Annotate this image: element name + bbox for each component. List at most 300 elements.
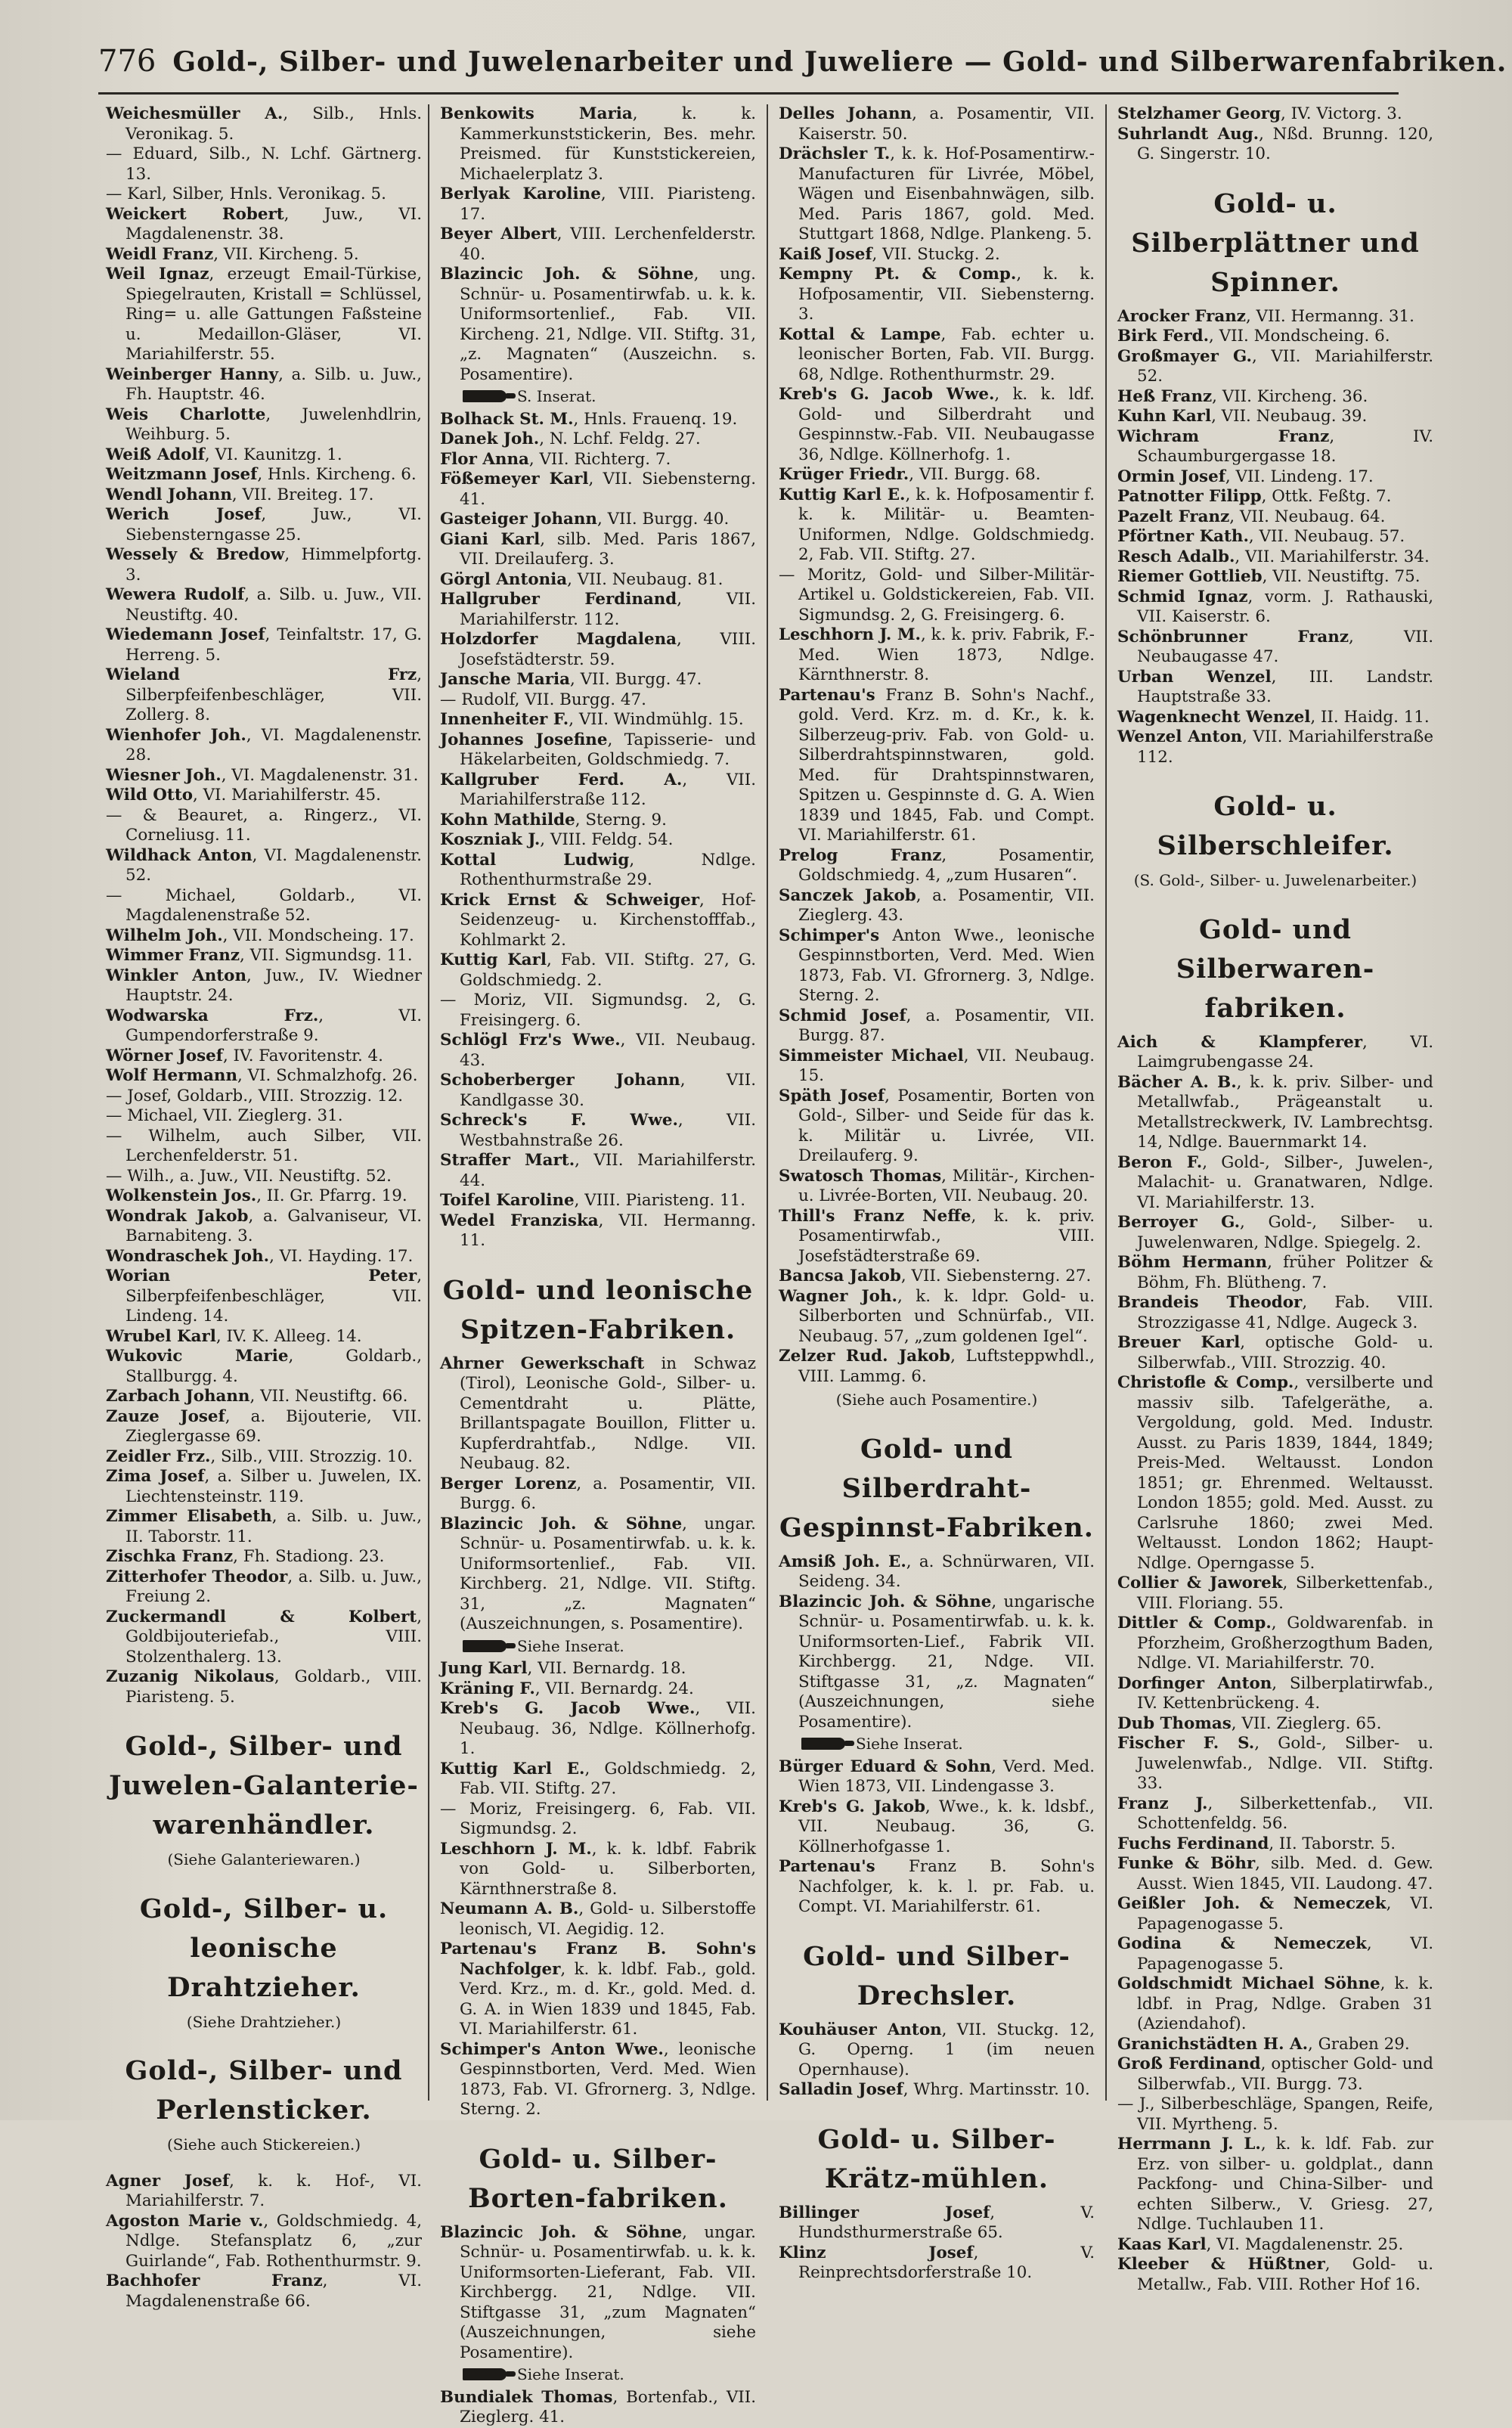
entry-name: Leschhorn J. M.	[779, 625, 921, 644]
entry-name: Wrubel Karl	[106, 1326, 216, 1346]
entry-name: Collier & Jaworek	[1117, 1574, 1283, 1592]
directory-entry	[106, 1507, 422, 1547]
directory-entry	[1117, 467, 1433, 488]
entry-name: Zitterhofer Theodor	[106, 1567, 288, 1586]
directory-entry	[440, 1899, 756, 1940]
entry-name: Kohn Mathilde	[440, 810, 575, 829]
entry-details: , VII. Siebensterng. 41.	[460, 470, 756, 509]
directory-entry	[1117, 527, 1433, 547]
entry-details: , Tapisserie- und Häkelarbeiten, Goldschmiedg. 7.	[460, 730, 756, 769]
entry-details: , Fab. VII. Stiftg. 27, G. Goldschmiedg. 2.	[460, 950, 756, 990]
entry-details: , VII. Neubaug. 64.	[1229, 507, 1386, 526]
entry-details: , früher Politzer & Böhm, Fh. Blütheng. 7.	[1137, 1253, 1434, 1292]
entry-name: Kempny Pt. & Comp.	[779, 265, 1017, 284]
directory-entry	[779, 1207, 1095, 1267]
entry-name: Kuhn Karl	[1117, 407, 1212, 426]
entry-details: , VII. Mariahilferstr. 34.	[1235, 547, 1430, 566]
directory-entry	[1117, 1574, 1433, 1614]
entry-name: Kräning F.	[440, 1679, 535, 1698]
directory-entry	[1117, 507, 1433, 528]
directory-entry	[106, 2271, 422, 2312]
entry-details: , k. k. ldbf. Fabrik von Gold- u. Silberborten, Kärnthnerstraße 8.	[460, 1839, 756, 1899]
entry-details: , Whrg. Martinsstr. 10.	[903, 2080, 1090, 2099]
inserat-note	[463, 1636, 756, 1657]
directory-entry	[106, 445, 422, 466]
directory-entry	[440, 2040, 756, 2120]
pointing-hand-icon	[463, 2368, 507, 2380]
directory-entry	[1117, 1073, 1433, 1153]
entry-name: Holzdorfer Magdalena	[440, 630, 677, 649]
directory-entry	[1117, 1894, 1433, 1934]
entry-name: Amsiß Joh. E.	[779, 1552, 906, 1571]
directory-entry	[440, 1111, 756, 1151]
directory-entry	[779, 1287, 1095, 1347]
entry-details: , IV. Schaumburgergasse 18.	[1137, 426, 1434, 466]
entry-details: , Goldarb., VIII. Piaristeng. 5.	[125, 1667, 422, 1707]
entry-name: Groß Ferdinand	[1117, 2054, 1261, 2073]
directory-entry	[106, 1087, 422, 1107]
inserat-label: Siehe Inserat.	[517, 2365, 624, 2383]
directory-entry	[1117, 668, 1433, 708]
pointing-hand-icon	[463, 390, 507, 402]
entry-details: — Wilhelm, auch Silber, VII. Lerchenfelderstr. 51.	[106, 1126, 422, 1165]
entry-details: , k. k. ldf. Fab. zur Erz. von silber- u. goldplat., dann Packfong- und China-Silber- und echten Silberw., V. Griesg. 27, Ndlge. Tuchlauben 11.	[1137, 2135, 1433, 2234]
directory-entry	[779, 1167, 1095, 1207]
entry-name: Berlyak Karoline	[440, 185, 601, 203]
entry-details: , Silberkettenfab., VII. Schottenfeldg. 56.	[1137, 1794, 1433, 1833]
entry-name: Wondraschek Joh.	[106, 1246, 270, 1266]
directory-entry	[106, 1267, 422, 1327]
entry-name: Wukovic Marie	[106, 1347, 289, 1366]
entry-details: , VII. Kircheng. 36.	[1212, 386, 1368, 406]
entry-details: , a. Silb. u. Juw., II. Taborstr. 11.	[125, 1507, 422, 1546]
entry-details: , k. k. ldbf. in Prag, Ndlge. Graben 31 (Aziendahof).	[1137, 1974, 1433, 2033]
entry-details: , VII. Sigmundsg. 11.	[240, 946, 413, 965]
directory-entry	[106, 1167, 422, 1187]
entry-details: , k. k. priv. Posamentirwfab., VIII. Josefstädterstraße 69.	[798, 1206, 1095, 1266]
directory-entry	[106, 1186, 422, 1207]
entry-details: , Silberpfeifenbeschläger, VII. Zollerg. 8.	[125, 665, 422, 724]
directory-entry	[779, 1006, 1095, 1047]
directory-entry	[440, 1354, 756, 1474]
entry-name: Wenzel Anton	[1117, 727, 1243, 746]
entry-name: Innenheiter F.	[440, 710, 569, 729]
cross-reference: (Siehe auch Posamentire.)	[835, 1391, 1038, 1409]
cross-reference: (Siehe Galanteriewaren.)	[167, 1850, 361, 1868]
entry-details: , Teinfaltstr. 17, G. Herreng. 5.	[125, 625, 422, 665]
entry-details: , silb. Med. Paris 1867, VII. Dreilauferg. 3.	[460, 529, 756, 569]
directory-entry	[779, 1087, 1095, 1167]
entry-name: Böhm Hermann	[1117, 1253, 1268, 1272]
entry-name: Urban Wenzel	[1117, 667, 1272, 687]
entry-name: Beyer Albert	[440, 225, 557, 243]
entry-details: , VII. Windmühlg. 15.	[569, 710, 744, 729]
directory-entry	[779, 325, 1095, 386]
entry-name: Kallgruber Ferd. A.	[440, 770, 683, 789]
section-heading: Gold-, Silber- u. leonische Drahtzieher.	[139, 1893, 389, 2003]
entry-details: — Moritz, Gold- und Silber-Militär-Artikel u. Goldstickereien, Fab. VII. Sigmundsg. 2, G. Freisingerg. 6.	[779, 565, 1095, 625]
entry-name: Bancsa Jakob	[779, 1267, 901, 1285]
entry-name: Flor Anna	[440, 449, 529, 469]
directory-entry	[779, 686, 1095, 846]
entry-details: , Fab. echter u. leonischer Borten, Fab. VII. Burgg. 68, Ndlge. Rothenthurmstr. 29.	[798, 324, 1095, 384]
entry-details: , VI. Hayding. 17.	[269, 1246, 414, 1266]
entry-name: Werich Josef	[106, 505, 262, 524]
directory-entry	[440, 530, 756, 570]
entry-details: , k. k. Hofposamentir f. k. k. Militär- u. Beamten-Uniformen, Ndlge. Goldschmiedg. 2, Fab. VII. Stiftg. 27.	[798, 485, 1095, 564]
entry-name: Späth Josef	[779, 1086, 885, 1105]
entry-details: , Ndlge. Rothenthurmstraße 29.	[460, 850, 756, 889]
entry-details: , VII. Hermanng. 11.	[460, 1211, 756, 1250]
entry-details: , VII. Neubaug. 15.	[798, 1046, 1095, 1085]
directory-entry	[440, 710, 756, 730]
inserat-label: Siehe Inserat.	[856, 1735, 963, 1753]
entry-name: Kaas Karl	[1117, 2234, 1207, 2254]
directory-entry	[779, 1797, 1095, 1858]
entry-name: Kreb's G. Jakob	[779, 1797, 925, 1816]
directory-entry	[779, 2243, 1095, 2284]
entry-details: , VIII. Josefstädterstr. 59.	[460, 630, 756, 669]
directory-entry	[440, 851, 756, 891]
entry-details: , a. Schnürwaren, VII. Seideng. 34.	[798, 1552, 1095, 1591]
entry-details: , VII. Mariahilferstr. 52.	[1137, 346, 1433, 386]
directory-entry	[106, 766, 422, 786]
entry-name: Kreb's G. Jacob Wwe.	[779, 385, 995, 404]
entry-details: — Eduard, Silb., N. Lchf. Gärtnerg. 13.	[106, 144, 422, 184]
entry-details: , IV. Victorg. 3.	[1280, 104, 1402, 123]
entry-name: Zimmer Elisabeth	[106, 1507, 272, 1526]
page-title: Gold-, Silber- und Juwelenarbeiter und Juweliere — Gold- und Silberwarenfabriken.	[172, 46, 1507, 78]
directory-entry	[440, 510, 756, 530]
entry-name: Funke & Böhr	[1117, 1854, 1256, 1873]
entry-name: Jansche Maria	[440, 670, 571, 689]
entry-details: , VII. Stuckg. 12, G. Operng. 1 (im neuen Opernhause).	[798, 2020, 1095, 2079]
directory-entry	[106, 405, 422, 445]
directory-entry	[1117, 307, 1433, 327]
directory-entry	[440, 1940, 756, 2040]
directory-entry	[106, 205, 422, 245]
directory-entry	[106, 2172, 422, 2212]
directory-entry	[106, 245, 422, 265]
inserat-note	[463, 2364, 756, 2385]
entry-details: , VI. Magdalenenstr. 31.	[221, 765, 419, 785]
entry-details: , VII. Hermanng. 31.	[1245, 306, 1414, 326]
entry-name: Johannes Josefine	[440, 730, 608, 749]
entry-details: , III. Landstr. Hauptstraße 33.	[1137, 667, 1433, 706]
directory-entry	[1117, 1734, 1433, 1794]
directory-entry	[779, 1757, 1095, 1797]
directory-entry	[779, 1347, 1095, 1387]
entry-details: , VI. Schmalzhofg. 26.	[237, 1066, 418, 1085]
section-heading: Gold- u. Silberplättner und Spinner.	[1131, 188, 1420, 298]
directory-entry	[1117, 1614, 1433, 1674]
entry-name: Drächsler T.	[779, 144, 891, 163]
entry-details: , Goldschmiedg. 2, Fab. VII. Stiftg. 27.	[460, 1759, 756, 1798]
entry-name: Weiß Adolf	[106, 445, 205, 464]
directory-entry	[440, 1031, 756, 1071]
directory-entry	[440, 950, 756, 991]
entry-details: — Rudolf, VII. Burgg. 47.	[440, 690, 646, 709]
directory-entry	[779, 1267, 1095, 1287]
entry-name: Riemer Gottlieb	[1117, 567, 1263, 586]
directory-entry	[440, 2223, 756, 2364]
entry-details: — Moriz, Freisingerg. 6, Fab. VII. Sigmundsg. 2.	[440, 1799, 756, 1838]
directory-entry	[779, 846, 1095, 886]
entry-name: Weichesmüller A.	[106, 104, 284, 123]
entry-name: Wörner Josef	[106, 1046, 223, 1065]
directory-entry	[106, 144, 422, 185]
entry-name: Delles Johann	[779, 104, 912, 123]
entry-name: Schmid Ignaz	[1117, 587, 1248, 606]
directory-entry	[1117, 104, 1433, 125]
directory-entry	[1117, 1153, 1433, 1214]
entry-name: Straffer Mart.	[440, 1151, 575, 1170]
directory-entry	[1117, 487, 1433, 507]
entry-name: Weitzmann Josef	[106, 465, 258, 484]
entry-name: Agoston Marie v.	[106, 2211, 264, 2231]
entry-name: Wendl Johann	[106, 485, 232, 504]
entry-name: Fuchs Ferdinand	[1117, 1834, 1269, 1853]
entry-name: Danek Joh.	[440, 429, 540, 448]
directory-entry	[779, 385, 1095, 465]
directory-entry	[1117, 588, 1433, 628]
entry-details: , Goldarb., Stallburgg. 4.	[125, 1347, 422, 1386]
entry-name: Schlögl Frz's Wwe.	[440, 1031, 621, 1050]
entry-details: , Sterng. 9.	[575, 810, 667, 829]
entry-details: , Silberplatirwfab., IV. Kettenbrückeng. 4.	[1137, 1673, 1433, 1713]
entry-name: Dorfinger Anton	[1117, 1673, 1272, 1693]
entry-name: Wild Otto	[106, 786, 193, 805]
column-2	[440, 104, 757, 2426]
directory-entry	[1117, 1854, 1433, 1894]
entry-details: , VI. Magdalenenstr. 28.	[125, 725, 422, 764]
directory-entry	[1117, 2054, 1433, 2095]
entry-name: Kouhäuser Anton	[779, 2020, 942, 2039]
entry-name: Bolhack St. M.	[440, 409, 574, 429]
entry-name: Berroyer G.	[1117, 1213, 1241, 1232]
entry-name: Granichstädten H. A.	[1117, 2034, 1309, 2054]
entry-details: , VII. Stuckg. 2.	[872, 244, 1000, 264]
directory-entry	[1117, 547, 1433, 568]
entry-details: , silb. Med. d. Gew. Ausst. Wien 1845, VII. Laudong. 47.	[1137, 1854, 1433, 1893]
directory-entry	[1117, 2235, 1433, 2256]
entry-name: Wildhack Anton	[106, 845, 253, 865]
directory-entry	[106, 625, 422, 665]
directory-entry	[440, 2388, 756, 2428]
pointing-hand-icon	[801, 1738, 845, 1750]
entry-details: , ung. Schnür- u. Posamentirwfab. u. k. k. Uniformsortenlief., Fab. VII. Kircheng. 21, Ndlge. VII. Stiftg. 31, „z. Magnaten“ (Auszeichn. s. Posamentire).	[460, 265, 756, 384]
directory-entry	[440, 1679, 756, 1700]
entry-name: Wichram Franz	[1117, 426, 1330, 446]
directory-entry	[106, 1327, 422, 1347]
directory-entry	[1117, 1974, 1433, 2035]
entry-details: , Goldschmiedg. 4, Ndlge. Stefansplatz 6, „zur Guirlande“, Fab. Rothenthurmstr. 9.	[125, 2211, 422, 2271]
directory-entry	[1117, 407, 1433, 427]
entry-details: , VII. Burgg. 68.	[909, 465, 1041, 484]
cross-reference: (Siehe Drahtzieher.)	[186, 2012, 342, 2031]
entry-details: , VII. Mariahilferstraße 112.	[460, 770, 757, 809]
entry-name: Winkler Anton	[106, 966, 246, 985]
directory-entry	[779, 886, 1095, 926]
entry-details: , a. Posamentir, VII. Kaiserstr. 50.	[798, 104, 1095, 144]
entry-details: , a. Silb. u. Juw., VII. Neustiftg. 40.	[125, 585, 422, 625]
directory-entry	[1117, 1333, 1433, 1373]
entry-details: , Ottk. Feßtg. 7.	[1261, 487, 1392, 506]
entry-name: Pförtner Kath.	[1117, 527, 1249, 546]
entry-name: Krüger Friedr.	[779, 465, 909, 484]
entry-details: , a. Galvaniseur, VI. Barnabiteng. 3.	[125, 1206, 423, 1245]
entry-name: Leschhorn J. M.	[440, 1839, 592, 1859]
entry-name: Neumann A. B.	[440, 1899, 579, 1918]
directory-entry	[106, 1347, 422, 1387]
section-heading: Gold- und Silber-Drechsler.	[803, 1940, 1070, 2011]
directory-entry	[106, 265, 422, 365]
entry-details: , VII. Richterg. 7.	[528, 449, 671, 469]
directory-entry	[106, 926, 422, 947]
entry-details: , Silb., Hnls. Veronikag. 5.	[125, 104, 422, 144]
directory-entry	[106, 1207, 422, 1247]
directory-entry	[779, 265, 1095, 325]
entry-name: Kuttig Karl E.	[440, 1759, 585, 1778]
entry-details: , k. k. Hof-, VI. Mariahilferstr. 7.	[125, 2171, 422, 2210]
entry-name: Wagenknecht Wenzel	[1117, 707, 1311, 727]
entry-details: , a. Silb. u. Juw., Freiung 2.	[125, 1567, 422, 1606]
entry-name: Bachhofer Franz	[106, 2271, 323, 2290]
entry-name: Ahrner Gewerkschaft	[440, 1354, 645, 1373]
entry-details: , k. k. ldf. Gold- und Silberdraht und Gespinnstw.-Fab. VII. Neubaugasse 36, Ndlge. Köllnerhofg. 1.	[798, 385, 1095, 464]
entry-details: , Silberpfeifenbeschläger, VII. Lindeng. 14.	[125, 1267, 422, 1326]
section-heading: Gold-, Silber- und Juwelen-Galanterie-warenhändler.	[109, 1731, 419, 1840]
entry-name: Wimmer Franz	[106, 946, 240, 965]
section-heading: Gold- und leonische Spitzen-Fabriken.	[442, 1274, 754, 1345]
page-number: 776	[98, 44, 156, 79]
entry-name: Berger Lorenz	[440, 1474, 577, 1493]
entry-details: , IV. Favoritenstr. 4.	[222, 1046, 383, 1065]
directory-entry	[1117, 1794, 1433, 1834]
entry-name: Geißler Joh. & Nemeczek	[1117, 1894, 1387, 1913]
entry-details: , Silberkettenfab., VIII. Floriang. 55.	[1137, 1574, 1433, 1613]
directory-entry	[106, 806, 422, 846]
entry-details: , versilberte und massiv silb. Tafelgeräthe, a. Vergoldung, gold. Med. Industr. Ausst. zu Paris 1839, 1844, 1849; Preis-Med. Weltausst. London 1851; gr. Ehrenmed. Weltausst. London 1855; gold. Med. Ausst. zu Carlsruhe 1860; zwei Med. Weltausst. London 1862; Haupt-Ndlge. Operngasse 5.	[1137, 1373, 1433, 1573]
directory-entry	[440, 590, 756, 630]
entry-name: Aich & Klampferer	[1117, 1032, 1363, 1052]
section-heading: Gold-, Silber- und Perlensticker.	[125, 2055, 403, 2126]
entry-details: , V. Reinprechtsdorferstraße 10.	[798, 2243, 1095, 2282]
entry-name: Wolf Hermann	[106, 1066, 238, 1085]
entry-details: , VII. Neubaug. 39.	[1211, 407, 1368, 426]
directory-entry	[440, 470, 756, 510]
column-divider	[767, 104, 768, 2101]
entry-details: — Moriz, VII. Sigmundsg. 2, G. Freisingerg. 6.	[440, 991, 756, 1030]
directory-entry	[779, 465, 1095, 485]
directory-entry	[1117, 708, 1433, 728]
entry-name: Christofle & Comp.	[1117, 1373, 1294, 1392]
entry-name: Weis Charlotte	[106, 405, 266, 424]
header-rule	[98, 92, 1399, 95]
directory-entry	[1117, 1033, 1433, 1073]
directory-entry	[106, 1387, 422, 1407]
entry-details: , VI. Magdalenenstr. 52.	[125, 845, 422, 885]
entry-name: Zischka Franz	[106, 1547, 234, 1566]
directory-entry	[779, 2020, 1095, 2081]
directory-entry	[440, 670, 756, 690]
entry-name: Arocker Franz	[1117, 306, 1246, 326]
entry-details: , k. k. ldpr. Gold- u. Silberborten und Schnürfab., VII. Neubaug. 57, „zum goldenen Igel“.	[798, 1286, 1095, 1346]
directory-entry	[440, 1515, 756, 1635]
directory-entry	[779, 2080, 1095, 2101]
directory-entry	[1117, 1373, 1433, 1574]
cross-reference: (S. Gold-, Silber- u. Juwelenarbeiter.)	[1133, 871, 1418, 889]
entry-name: Agner Josef	[106, 2171, 230, 2191]
directory-entry	[440, 185, 756, 225]
entry-details: , II. Haidg. 11.	[1310, 707, 1430, 727]
directory-entry	[106, 946, 422, 966]
directory-entry	[106, 1447, 422, 1468]
directory-entry	[106, 1407, 422, 1447]
entry-name: Wedel Franziska	[440, 1211, 599, 1230]
entry-name: Schimper's	[779, 926, 880, 945]
entry-details: , a. Silb. u. Juw., Fh. Hauptstr. 46.	[125, 364, 422, 404]
entry-details: , a. Posamentir, VII. Burgg. 6.	[460, 1474, 756, 1513]
directory-entry	[1117, 1253, 1433, 1293]
entry-details: , Fh. Stadiong. 23.	[233, 1547, 385, 1566]
directory-entry	[779, 926, 1095, 1006]
directory-entry	[440, 570, 756, 591]
entry-name: Kuttig Karl E.	[779, 485, 906, 504]
entry-name: Schmid Josef	[779, 1006, 906, 1025]
directory-entry	[440, 830, 756, 851]
directory-entry	[779, 1552, 1095, 1592]
entry-name: Klinz Josef	[779, 2243, 974, 2262]
entry-details: , VI. Magdalenenstr. 25.	[1206, 2234, 1404, 2254]
entry-name: Schoberberger Johann	[440, 1071, 680, 1090]
entry-name: Bürger Eduard & Sohn	[779, 1757, 992, 1776]
entry-name: Birk Ferd.	[1117, 327, 1210, 346]
entry-name: Worian Peter	[106, 1267, 417, 1285]
column-divider	[428, 104, 429, 2101]
entry-name: Weil Ignaz	[106, 265, 209, 284]
entry-details: , VI. Kaunitzg. 1.	[204, 445, 342, 464]
entry-name: Schimper's Anton Wwe.	[440, 2039, 664, 2059]
entry-name: Goldschmidt Michael Söhne	[1117, 1974, 1380, 1993]
entry-details: , Goldbijouteriefab., VIII. Stolzenthalerg. 13.	[125, 1607, 422, 1667]
section-heading: Gold- u. Silber-Krätz-mühlen.	[817, 2123, 1056, 2194]
directory-entry	[779, 1857, 1095, 1918]
directory-entry	[440, 1840, 756, 1900]
entry-name: Blazincic Joh. & Söhne	[779, 1592, 992, 1611]
entry-details: , VII. Siebensterng. 27.	[900, 1267, 1092, 1285]
entry-details: , VI. Papagenogasse 5.	[1137, 1894, 1434, 1933]
inserat-note	[463, 386, 756, 407]
entry-name: Resch Adalb.	[1117, 547, 1235, 566]
entry-details: , erzeugt Email-Türkise, Spiegelrauten, Kristall = Schlüssel, Ring= u. alle Gattungen Faßsteine u. Medaillon-Gläser, VI. Mariahilferstr. 55.	[125, 265, 422, 364]
entry-name: Toifel Karoline	[440, 1191, 575, 1210]
directory-entry	[106, 665, 422, 726]
entry-details: , Hnls. Kircheng. 6.	[257, 465, 417, 484]
directory-entry	[1117, 2135, 1433, 2235]
entry-name: Weickert Robert	[106, 204, 284, 224]
entry-details: , VII. Burgg. 40.	[596, 510, 730, 529]
entry-name: Blazincic Joh. & Söhne	[440, 2222, 683, 2242]
entry-name: Wewera Rudolf	[106, 585, 245, 604]
entry-details: , k. k. priv. Silber- und Metallwfab., Prägeanstalt u. Metallstreckwerk, IV. Lambrechtsg. 14, Ndlge. Bauernmarkt 14.	[1137, 1072, 1433, 1152]
entry-details: , optische Gold- u. Silberwfab., VIII. Strozzig. 40.	[1137, 1333, 1434, 1372]
directory-entry	[106, 585, 422, 625]
section-heading: Gold- u. Silber-Borten-fabriken.	[468, 2143, 728, 2214]
entry-details: , leonische Gespinnstborten, Verd. Med. Wien 1873, Fab. VI. Gfrornerg. 3, Ndlge. Sterng. 2.	[460, 2039, 756, 2119]
entry-details: — Michael, Goldarb., VI. Magdalenenstraße 52.	[106, 885, 422, 925]
entry-name: Wienhofer Joh.	[106, 725, 246, 745]
